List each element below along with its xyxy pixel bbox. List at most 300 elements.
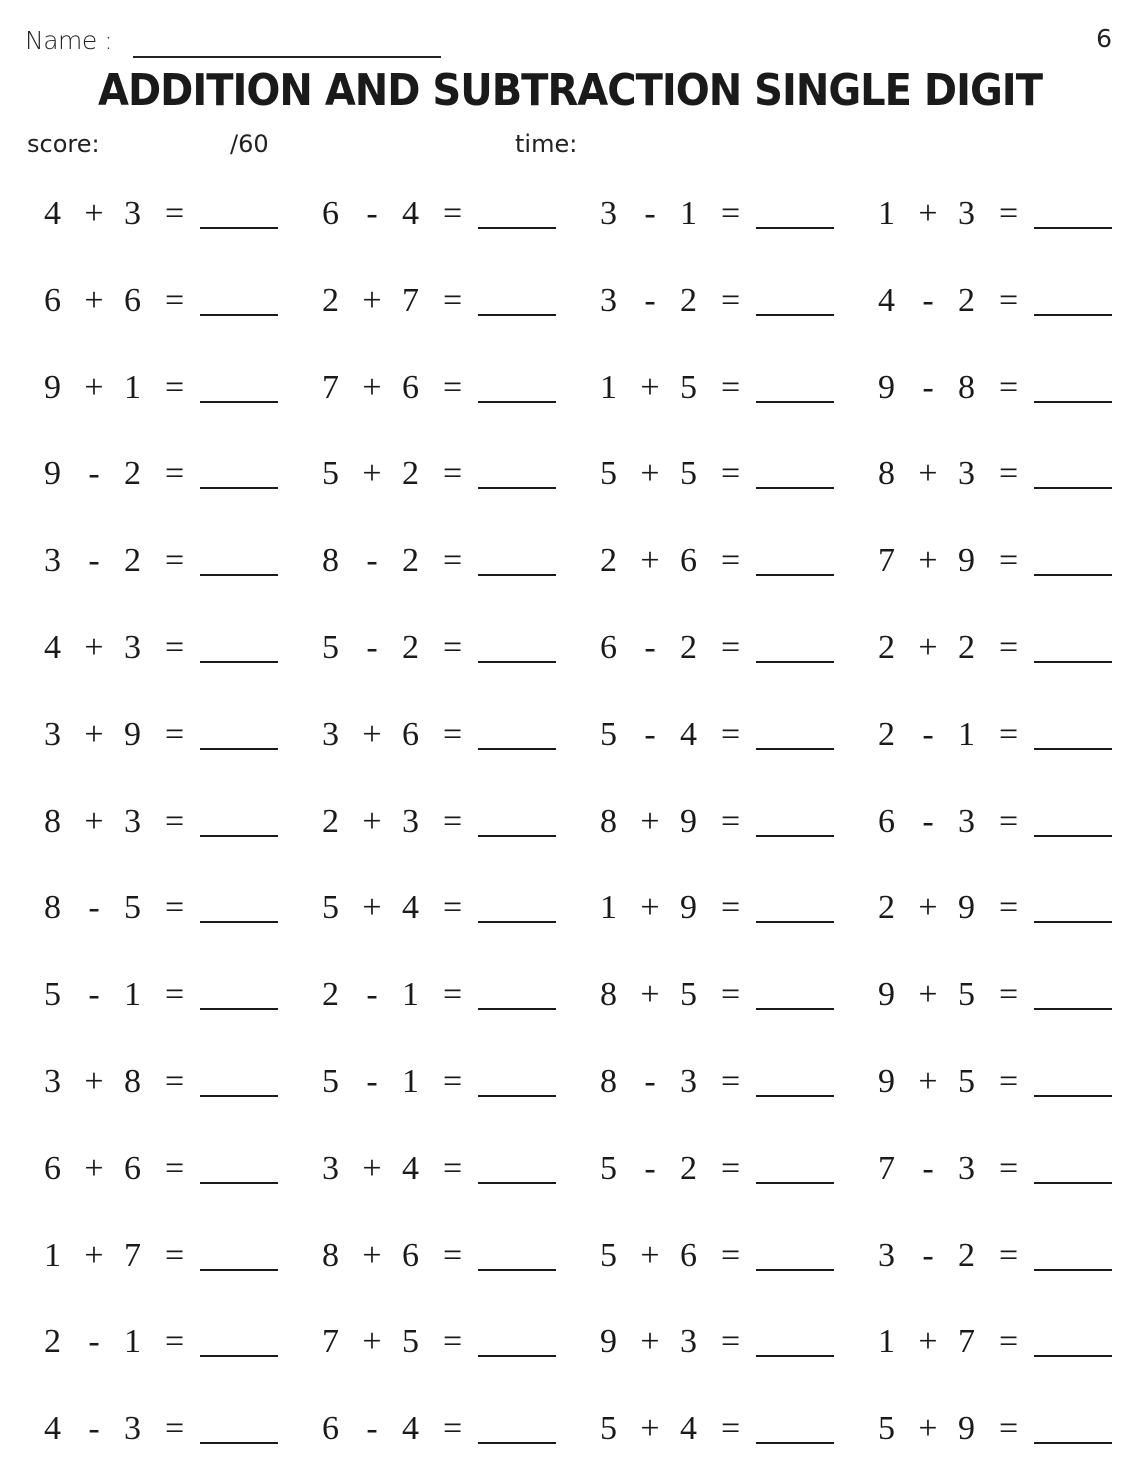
- math-problem: [556, 864, 834, 950]
- math-problem: [556, 691, 834, 777]
- operand-b: 5: [680, 976, 697, 1014]
- answer-blank[interactable]: [478, 314, 556, 316]
- operand-a: 4: [44, 1410, 61, 1448]
- equals-sign: =: [721, 802, 741, 840]
- operator: +: [640, 455, 660, 493]
- math-problem: [0, 1385, 278, 1471]
- math-problem: [834, 864, 1112, 950]
- operand-a: 2: [322, 802, 339, 840]
- math-problem: [834, 430, 1112, 516]
- answer-blank[interactable]: [478, 1182, 556, 1184]
- math-problem: [556, 430, 834, 516]
- operator: -: [644, 1149, 656, 1187]
- operand-a: 3: [44, 542, 61, 580]
- problem-row: [0, 257, 1140, 343]
- answer-blank[interactable]: [1034, 1182, 1112, 1184]
- operand-a: 7: [322, 368, 339, 406]
- equals-sign: =: [165, 889, 185, 927]
- operand-a: 9: [878, 1063, 895, 1100]
- operand-a: 1: [878, 1323, 895, 1361]
- answer-blank[interactable]: [1034, 314, 1112, 316]
- operator: +: [362, 281, 382, 319]
- operator: +: [918, 455, 938, 493]
- operand-b: 5: [680, 455, 697, 493]
- math-problem: [556, 604, 834, 690]
- operand-b: 2: [958, 629, 975, 666]
- math-problem: [278, 604, 556, 690]
- equals-sign: =: [721, 1323, 741, 1361]
- operator: +: [640, 802, 660, 840]
- operand-b: 4: [680, 715, 697, 753]
- operand-a: 5: [600, 455, 617, 493]
- answer-blank[interactable]: [756, 1269, 834, 1271]
- operator: +: [918, 1063, 938, 1100]
- math-problem: [556, 344, 834, 430]
- math-problem: [278, 257, 556, 343]
- operator: -: [366, 976, 378, 1014]
- math-problem: [834, 1212, 1112, 1298]
- operand-b: 2: [124, 542, 141, 580]
- operator: -: [88, 1323, 100, 1361]
- problem-row: [0, 604, 1140, 690]
- equals-sign: =: [721, 1149, 741, 1187]
- operator: +: [362, 889, 382, 927]
- operator: +: [362, 1323, 382, 1361]
- operand-a: 5: [322, 1063, 339, 1100]
- operand-a: 2: [878, 889, 895, 927]
- answer-blank[interactable]: [756, 1182, 834, 1184]
- math-problem: [834, 257, 1112, 343]
- operand-b: 5: [124, 889, 141, 927]
- answer-blank[interactable]: [478, 748, 556, 750]
- math-problem: [834, 1385, 1112, 1471]
- operand-a: 5: [322, 629, 339, 666]
- operand-a: 8: [878, 455, 895, 493]
- operator: -: [366, 195, 378, 232]
- operator: -: [922, 802, 934, 840]
- problem-row: [0, 778, 1140, 864]
- answer-blank[interactable]: [478, 401, 556, 403]
- operator: +: [918, 629, 938, 666]
- answer-blank[interactable]: [200, 748, 278, 750]
- answer-blank[interactable]: [756, 835, 834, 837]
- operator: -: [644, 281, 656, 319]
- answer-blank[interactable]: [756, 1095, 834, 1097]
- answer-blank[interactable]: [478, 921, 556, 923]
- operator: -: [644, 715, 656, 753]
- equals-sign: =: [443, 1063, 463, 1100]
- operand-a: 9: [44, 455, 61, 493]
- math-problem: [834, 778, 1112, 864]
- equals-sign: =: [165, 542, 185, 580]
- operand-a: 5: [322, 455, 339, 493]
- answer-blank[interactable]: [200, 227, 278, 229]
- equals-sign: =: [443, 715, 463, 753]
- equals-sign: =: [443, 802, 463, 840]
- operand-b: 4: [680, 1410, 697, 1448]
- math-problem: [556, 170, 834, 256]
- equals-sign: =: [165, 195, 185, 232]
- operand-b: 2: [680, 281, 697, 319]
- equals-sign: =: [443, 1149, 463, 1187]
- name-label: Name :: [25, 26, 113, 55]
- operand-b: 9: [958, 542, 975, 580]
- equals-sign: =: [721, 455, 741, 493]
- answer-blank[interactable]: [1034, 921, 1112, 923]
- math-problem: [278, 430, 556, 516]
- equals-sign: =: [165, 281, 185, 319]
- answer-blank[interactable]: [200, 1095, 278, 1097]
- answer-blank[interactable]: [478, 487, 556, 489]
- math-problem: [556, 951, 834, 1037]
- operand-b: 3: [124, 195, 141, 232]
- operand-b: 9: [958, 889, 975, 927]
- operand-a: 1: [600, 889, 617, 927]
- equals-sign: =: [999, 802, 1019, 840]
- problem-row: [0, 691, 1140, 777]
- operand-b: 7: [124, 1236, 141, 1274]
- operand-b: 9: [958, 1410, 975, 1448]
- operator: -: [366, 1063, 378, 1100]
- answer-blank[interactable]: [1034, 574, 1112, 576]
- answer-blank[interactable]: [1034, 1442, 1112, 1444]
- operand-a: 5: [600, 715, 617, 753]
- problem-row: [0, 1385, 1140, 1471]
- operator: +: [918, 889, 938, 927]
- operand-a: 6: [322, 1410, 339, 1448]
- operand-b: 3: [124, 629, 141, 666]
- operand-a: 8: [322, 1236, 339, 1274]
- equals-sign: =: [443, 1236, 463, 1274]
- equals-sign: =: [165, 1149, 185, 1187]
- time-label: time:: [515, 130, 578, 158]
- operand-a: 9: [600, 1323, 617, 1361]
- operator: +: [84, 195, 104, 232]
- operator: +: [640, 1236, 660, 1274]
- answer-blank[interactable]: [1034, 661, 1112, 663]
- operand-b: 3: [402, 802, 419, 840]
- answer-blank[interactable]: [756, 921, 834, 923]
- answer-blank[interactable]: [756, 314, 834, 316]
- equals-sign: =: [443, 281, 463, 319]
- operand-b: 8: [958, 368, 975, 406]
- operand-b: 6: [402, 1236, 419, 1274]
- math-problem: [278, 864, 556, 950]
- answer-blank[interactable]: [200, 1008, 278, 1010]
- answer-blank[interactable]: [756, 227, 834, 229]
- operator: -: [88, 976, 100, 1014]
- equals-sign: =: [999, 1323, 1019, 1361]
- answer-blank[interactable]: [756, 1008, 834, 1010]
- operator: +: [84, 802, 104, 840]
- operand-b: 6: [124, 1149, 141, 1187]
- operand-a: 2: [600, 542, 617, 580]
- operand-b: 6: [680, 542, 697, 580]
- operand-a: 4: [44, 195, 61, 232]
- problem-row: [0, 1038, 1140, 1124]
- equals-sign: =: [165, 368, 185, 406]
- math-problem: [0, 1038, 278, 1124]
- answer-blank[interactable]: [756, 1355, 834, 1357]
- math-problem: [834, 691, 1112, 777]
- problem-grid: [0, 170, 1140, 1470]
- equals-sign: =: [721, 1063, 741, 1100]
- operand-a: 3: [44, 1063, 61, 1100]
- operator: +: [918, 1323, 938, 1361]
- answer-blank[interactable]: [478, 835, 556, 837]
- score-label: score:: [27, 130, 100, 158]
- math-problem: [0, 691, 278, 777]
- worksheet-header: [0, 0, 1140, 175]
- operator: -: [922, 281, 934, 319]
- operand-b: 3: [958, 455, 975, 493]
- operand-b: 9: [680, 889, 697, 927]
- answer-blank[interactable]: [1034, 227, 1112, 229]
- math-problem: [0, 430, 278, 516]
- equals-sign: =: [165, 802, 185, 840]
- answer-blank[interactable]: [756, 748, 834, 750]
- answer-blank[interactable]: [756, 487, 834, 489]
- problem-row: [0, 1298, 1140, 1384]
- answer-blank[interactable]: [200, 1355, 278, 1357]
- answer-blank[interactable]: [478, 1269, 556, 1271]
- operator: -: [922, 1236, 934, 1274]
- problem-row: [0, 344, 1140, 430]
- answer-blank[interactable]: [756, 401, 834, 403]
- operand-b: 2: [124, 455, 141, 493]
- equals-sign: =: [165, 715, 185, 753]
- equals-sign: =: [443, 889, 463, 927]
- operator: -: [644, 1063, 656, 1100]
- problem-row: [0, 170, 1140, 256]
- math-problem: [834, 1298, 1112, 1384]
- operand-a: 9: [44, 368, 61, 406]
- equals-sign: =: [721, 542, 741, 580]
- equals-sign: =: [721, 368, 741, 406]
- answer-blank[interactable]: [200, 401, 278, 403]
- operator: +: [918, 1410, 938, 1448]
- math-problem: [834, 604, 1112, 690]
- operator: -: [88, 542, 100, 580]
- operator: -: [922, 368, 934, 406]
- operand-b: 6: [402, 368, 419, 406]
- operand-b: 2: [680, 1149, 697, 1187]
- operand-a: 8: [600, 1063, 617, 1100]
- answer-blank[interactable]: [1034, 487, 1112, 489]
- answer-blank[interactable]: [478, 1355, 556, 1357]
- math-problem: [278, 517, 556, 603]
- answer-blank[interactable]: [756, 574, 834, 576]
- operand-a: 9: [878, 976, 895, 1014]
- operand-b: 2: [402, 542, 419, 580]
- operand-a: 3: [44, 715, 61, 753]
- equals-sign: =: [721, 715, 741, 753]
- name-answer-line[interactable]: [133, 56, 441, 58]
- operand-b: 5: [680, 368, 697, 406]
- equals-sign: =: [999, 1063, 1019, 1100]
- equals-sign: =: [999, 1149, 1019, 1187]
- operand-b: 5: [958, 1063, 975, 1100]
- operand-b: 5: [402, 1323, 419, 1361]
- operand-b: 2: [402, 455, 419, 493]
- answer-blank[interactable]: [1034, 401, 1112, 403]
- answer-blank[interactable]: [1034, 1355, 1112, 1357]
- math-problem: [556, 517, 834, 603]
- answer-blank[interactable]: [756, 1442, 834, 1444]
- equals-sign: =: [443, 1410, 463, 1448]
- equals-sign: =: [721, 889, 741, 927]
- equals-sign: =: [165, 1236, 185, 1274]
- operand-b: 4: [402, 1149, 419, 1187]
- answer-blank[interactable]: [478, 1095, 556, 1097]
- operand-a: 6: [600, 629, 617, 666]
- equals-sign: =: [165, 455, 185, 493]
- operand-b: 2: [958, 281, 975, 319]
- operand-a: 3: [322, 715, 339, 753]
- problem-row: [0, 951, 1140, 1037]
- answer-blank[interactable]: [200, 661, 278, 663]
- operand-a: 7: [878, 542, 895, 580]
- operator: +: [640, 889, 660, 927]
- operand-b: 9: [124, 715, 141, 753]
- operator: -: [88, 1410, 100, 1448]
- equals-sign: =: [443, 629, 463, 666]
- math-problem: [0, 517, 278, 603]
- math-problem: [556, 1298, 834, 1384]
- answer-blank[interactable]: [478, 574, 556, 576]
- operand-b: 3: [680, 1323, 697, 1361]
- operator: +: [84, 715, 104, 753]
- math-problem: [278, 344, 556, 430]
- equals-sign: =: [165, 976, 185, 1014]
- operand-a: 3: [600, 195, 617, 232]
- operand-a: 3: [322, 1149, 339, 1187]
- math-problem: [0, 864, 278, 950]
- answer-blank[interactable]: [200, 921, 278, 923]
- operator: +: [640, 976, 660, 1014]
- operand-b: 6: [402, 715, 419, 753]
- equals-sign: =: [443, 455, 463, 493]
- math-problem: [834, 344, 1112, 430]
- equals-sign: =: [165, 1410, 185, 1448]
- operand-b: 1: [958, 715, 975, 753]
- math-problem: [556, 257, 834, 343]
- answer-blank[interactable]: [200, 1442, 278, 1444]
- equals-sign: =: [999, 715, 1019, 753]
- operand-b: 1: [124, 976, 141, 1014]
- problem-row: [0, 517, 1140, 603]
- operator: +: [640, 1323, 660, 1361]
- operator: +: [362, 455, 382, 493]
- answer-blank[interactable]: [200, 574, 278, 576]
- worksheet-title: ADDITION AND SUBTRACTION SINGLE DIGIT: [98, 66, 1042, 116]
- math-problem: [0, 257, 278, 343]
- operator: +: [640, 368, 660, 406]
- answer-blank[interactable]: [1034, 835, 1112, 837]
- answer-blank[interactable]: [1034, 1008, 1112, 1010]
- operand-b: 3: [958, 1149, 975, 1187]
- answer-blank[interactable]: [478, 1442, 556, 1444]
- operand-b: 1: [402, 976, 419, 1014]
- operand-a: 2: [878, 715, 895, 753]
- answer-blank[interactable]: [1034, 1095, 1112, 1097]
- operator: -: [366, 542, 378, 580]
- math-problem: [278, 1125, 556, 1211]
- math-problem: [0, 344, 278, 430]
- answer-blank[interactable]: [200, 835, 278, 837]
- answer-blank[interactable]: [478, 661, 556, 663]
- operator: +: [84, 1063, 104, 1100]
- answer-blank[interactable]: [200, 1182, 278, 1184]
- answer-blank[interactable]: [200, 314, 278, 316]
- answer-blank[interactable]: [200, 1269, 278, 1271]
- math-problem: [278, 170, 556, 256]
- operand-a: 3: [600, 281, 617, 319]
- equals-sign: =: [721, 629, 741, 666]
- operator: -: [922, 1149, 934, 1187]
- operand-a: 2: [878, 629, 895, 666]
- operator: +: [918, 976, 938, 1014]
- operand-a: 2: [322, 976, 339, 1014]
- operator: -: [366, 629, 378, 666]
- math-problem: [556, 1385, 834, 1471]
- operand-a: 8: [44, 802, 61, 840]
- math-problem: [0, 604, 278, 690]
- answer-blank[interactable]: [200, 487, 278, 489]
- operator: -: [922, 715, 934, 753]
- operator: +: [84, 629, 104, 666]
- answer-blank[interactable]: [756, 661, 834, 663]
- operator: +: [362, 368, 382, 406]
- page-number: 6: [1096, 24, 1112, 53]
- operand-b: 1: [680, 195, 697, 232]
- equals-sign: =: [721, 1236, 741, 1274]
- operator: +: [362, 715, 382, 753]
- equals-sign: =: [999, 889, 1019, 927]
- math-problem: [278, 1038, 556, 1124]
- operator: +: [640, 542, 660, 580]
- operand-a: 1: [44, 1236, 61, 1274]
- operand-b: 3: [124, 1410, 141, 1448]
- operand-b: 8: [124, 1063, 141, 1100]
- answer-blank[interactable]: [1034, 748, 1112, 750]
- equals-sign: =: [999, 629, 1019, 666]
- equals-sign: =: [999, 195, 1019, 232]
- math-problem: [278, 1212, 556, 1298]
- equals-sign: =: [999, 1410, 1019, 1448]
- math-problem: [278, 778, 556, 864]
- operator: -: [88, 889, 100, 927]
- answer-blank[interactable]: [478, 227, 556, 229]
- operand-b: 3: [958, 802, 975, 840]
- operator: +: [640, 1410, 660, 1448]
- operand-a: 8: [600, 802, 617, 840]
- equals-sign: =: [721, 976, 741, 1014]
- operand-b: 1: [402, 1063, 419, 1100]
- answer-blank[interactable]: [1034, 1269, 1112, 1271]
- operand-a: 3: [878, 1236, 895, 1274]
- operand-a: 7: [878, 1149, 895, 1187]
- math-problem: [556, 778, 834, 864]
- operand-b: 1: [124, 1323, 141, 1361]
- operand-a: 1: [600, 368, 617, 406]
- operand-a: 1: [878, 195, 895, 232]
- operand-b: 4: [402, 1410, 419, 1448]
- operand-a: 5: [44, 976, 61, 1014]
- answer-blank[interactable]: [478, 1008, 556, 1010]
- equals-sign: =: [999, 281, 1019, 319]
- operator: +: [84, 1149, 104, 1187]
